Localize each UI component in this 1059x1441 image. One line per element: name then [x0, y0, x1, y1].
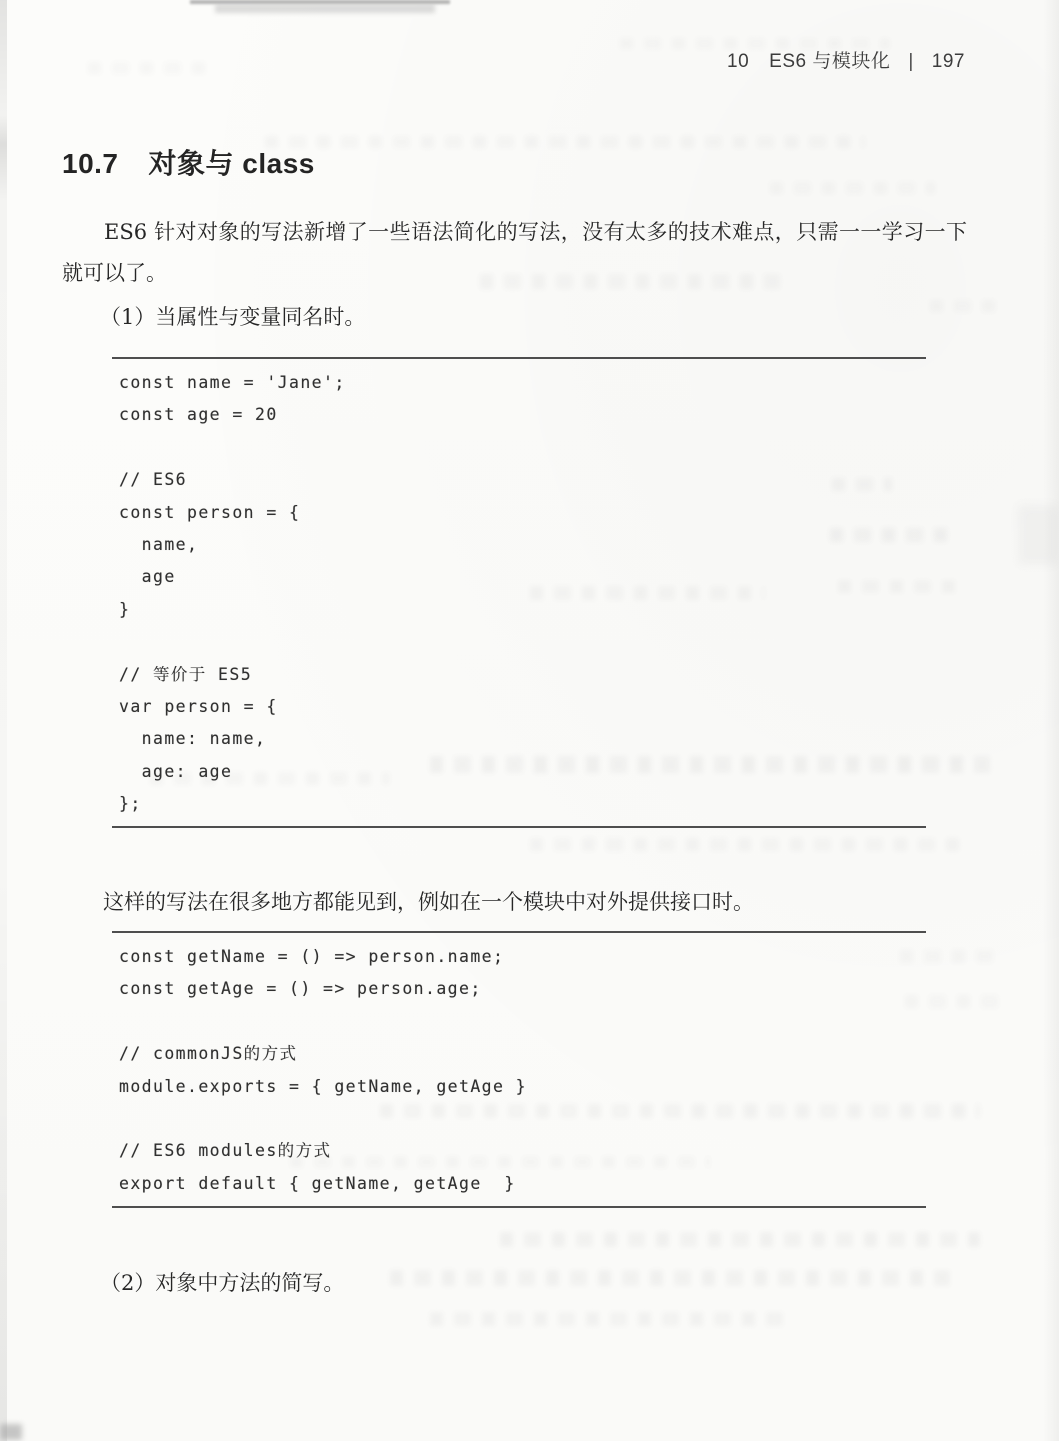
code-line: age: age	[119, 761, 233, 781]
code-line: // ES6 modules的方式	[119, 1141, 332, 1161]
code-line	[119, 432, 926, 464]
code-line: const getAge = () => person.age;	[119, 979, 482, 999]
bleed-through-artifact	[265, 136, 865, 148]
scan-left-edge	[0, 0, 7, 1441]
list-item-2: （2）对象中方法的简写。	[100, 1271, 345, 1295]
list-item-1: （1）当属性与变量同名时。	[100, 305, 366, 329]
section-title-text: 对象与 class	[148, 148, 315, 179]
bleed-through-artifact	[930, 300, 1000, 312]
scan-smudge-top	[215, 4, 435, 13]
page-number: 197	[931, 51, 965, 72]
section-heading	[62, 142, 315, 182]
chapter-title: ES6 与模块化	[769, 51, 891, 72]
code-line: const name = 'Jane';	[119, 373, 346, 392]
code-line: name,	[119, 534, 199, 554]
code-line: var person = {	[119, 696, 278, 716]
code-line: }	[119, 599, 131, 619]
code-line	[119, 1103, 926, 1135]
bleed-through-artifact	[1018, 505, 1058, 565]
code-line: // 等价于 ES5	[119, 664, 253, 684]
code-line: // commonJS的方式	[119, 1044, 298, 1064]
code-block-property-shorthand	[112, 357, 926, 828]
code-line: };	[119, 794, 142, 814]
bleed-through-artifact	[530, 838, 960, 851]
section-number: 10.7	[62, 148, 119, 179]
scan-right-edge	[1043, 0, 1059, 1441]
code-line: name: name,	[119, 729, 267, 749]
bleed-through-artifact	[88, 62, 208, 74]
bleed-through-artifact	[430, 1312, 790, 1326]
code-line	[119, 1006, 926, 1038]
code-block-module-interface	[112, 931, 926, 1208]
paragraph-middle: 这样的写法在很多地方都能见到，例如在一个模块中对外提供接口时。	[103, 890, 754, 914]
bleed-through-artifact	[500, 1232, 980, 1247]
paragraph-intro: ES6 针对对象的写法新增了一些语法简化的写法，没有太多的技术难点，只需一一学习一下就可以了。	[62, 220, 967, 285]
code-line: const getName = () => person.name;	[119, 947, 505, 966]
bleed-through-artifact	[390, 1270, 950, 1286]
bleed-through-artifact	[770, 182, 935, 194]
code-line: // ES6	[119, 470, 188, 490]
code-line: export default { getName, getAge }	[119, 1173, 516, 1193]
code-line: age	[119, 567, 176, 587]
scan-corner-smudge	[0, 1424, 22, 1440]
code-line	[119, 626, 926, 658]
header-separator: |	[908, 51, 914, 72]
code-line: module.exports = { getName, getAge }	[119, 1076, 528, 1096]
code-line: const age = 20	[119, 405, 278, 425]
page-header	[727, 46, 965, 73]
code-line: const person = {	[119, 502, 301, 522]
chapter-number: 10	[727, 51, 750, 72]
